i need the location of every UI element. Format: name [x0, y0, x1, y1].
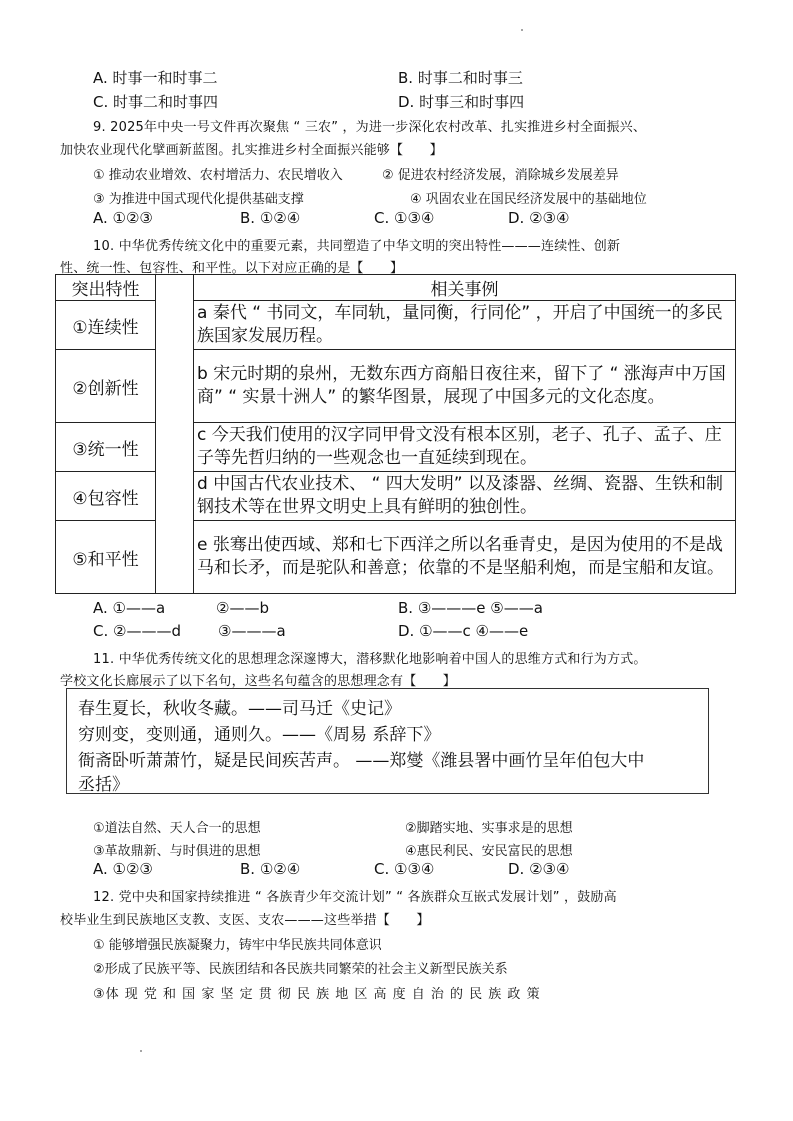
- header-traits: 突出特性: [56, 275, 156, 301]
- q11-statement-4: ④惠民利民、安民富民的思想: [405, 844, 573, 859]
- quote-line: 穷则变，变则通，通则久。——《周易 系辞下》: [78, 725, 441, 745]
- quote-line: 春生夏长，秋收冬藏。——司马迁《史记》: [78, 699, 401, 719]
- q11-option-d[interactable]: D. ②③④: [508, 860, 570, 878]
- trait-cell: ②创新性: [56, 350, 156, 423]
- q8-option-b[interactable]: B. 时事二和时事三: [398, 69, 523, 87]
- trait-cell: ③统一性: [56, 423, 156, 472]
- header-events: 相关事例: [194, 275, 736, 301]
- q9-stem-line2: 加快农业现代化擘画新蓝图。扎实推进乡村全面振兴能够【 】: [60, 143, 443, 158]
- q9-option-c[interactable]: C. ①③④: [374, 209, 435, 227]
- q9-statement-2: ② 促进农村经济发展，消除城乡发展差异: [382, 168, 619, 183]
- q10-stem-line2: 性、统一性、包容性、和平性。以下对应正确的是【 】: [60, 261, 404, 276]
- q8-option-d[interactable]: D. 时事三和时事四: [398, 93, 525, 111]
- q12-stem-line1: 12. 党中央和国家持续推进 “ 各族青少年交流计划” “ 各族群众互嵌式发展计划” ，鼓励高: [93, 890, 617, 905]
- q9-option-b[interactable]: B. ①②④: [240, 209, 301, 227]
- q11-option-b[interactable]: B. ①②④: [240, 860, 301, 878]
- event-cell: c 今天我们使用的汉字同甲骨文没有根本区别，老子、孔子、孟子、庄子等先哲归纳的一些观念也一直延续到现在。: [194, 423, 736, 472]
- event-cell: b 宋元时期的泉州，无数东西方商船日夜往来，留下了 “ 涨海声中万国商” “ 实景十洲人” 的繁华图景，展现了中国多元的文化态度。: [194, 350, 736, 423]
- trait-cell: ④包容性: [56, 472, 156, 521]
- q11-statement-3: ③革故鼎新、与时俱进的思想: [93, 844, 261, 859]
- trait-cell: ⑤和平性: [56, 521, 156, 594]
- q9-option-a[interactable]: A. ①②③: [93, 209, 153, 227]
- table-spacer-column: [156, 275, 194, 594]
- q11-stem-line2: 学校文化长廊展示了以下名句，这些名句蕴含的思想理念有【 】: [60, 674, 457, 689]
- scan-dot: [140, 1050, 142, 1052]
- event-cell: d 中国古代农业技术、 “ 四大发明” 以及漆器、丝绸、瓷器、生铁和制钢技术等在世界文明史上具有鲜明的独创性。: [194, 472, 736, 521]
- q9-statement-4: ④ 巩固农业在国民经济发展中的基础地位: [410, 192, 647, 207]
- event-cell: a 秦代 “ 书同文，车同轨，量同衡，行同伦” ，开启了中国统一的多民族国家发展历程。: [194, 301, 736, 350]
- q10-option-b[interactable]: B. ③———e ⑤——a: [398, 599, 543, 617]
- q10-option-a[interactable]: A. ①——a: [93, 599, 166, 617]
- q10-option-c[interactable]: C. ②———d: [93, 622, 181, 640]
- q8-option-a[interactable]: A. 时事一和时事二: [93, 69, 218, 87]
- q12-statement-3: ③体 现 党 和 国 家 坚 定 贯 彻 民 族 地 区 高 度 自 治 的 民 族 政 策: [93, 987, 541, 1002]
- q10-stem-line1: 10. 中华优秀传统文化中的重要元素，共同塑造了中华文明的突出特性———连续性、创新: [93, 239, 621, 254]
- q12-stem-line2: 校毕业生到民族地区支教、支医、支农———这些举措【 】: [60, 913, 430, 928]
- quote-line-continued: 丞括》: [78, 775, 129, 795]
- traits-table: [55, 274, 736, 594]
- scan-dot: [521, 29, 523, 31]
- q9-option-d[interactable]: D. ②③④: [508, 209, 570, 227]
- q9-statement-3: ③ 为推进中国式现代化提供基础支撑: [93, 192, 304, 207]
- trait-cell: ①连续性: [56, 301, 156, 350]
- q11-option-c[interactable]: C. ①③④: [374, 860, 435, 878]
- q11-stem-line1: 11. 中华优秀传统文化的思想理念深邃博大，潜移默化地影响着中国人的思维方式和行为方式。: [93, 652, 647, 667]
- q8-option-c[interactable]: C. 时事二和时事四: [93, 93, 219, 111]
- q9-statement-1: ① 推动农业增效、农村增活力、农民增收入: [93, 168, 343, 183]
- q10-option-d[interactable]: D. ①——c ④——e: [398, 622, 529, 640]
- q9-stem-line1: 9. 2025年中央一号文件再次聚焦 “ 三农” ，为进一步深化农村改革、扎实推进乡村全面振兴、: [93, 120, 647, 135]
- q11-statement-1: ①道法自然、天人合一的思想: [93, 821, 261, 836]
- event-cell: e 张骞出使西域、郑和七下西洋之所以名垂青史，是因为使用的不是战马和长矛，而是驼队和善意；依靠的不是坚船利炮，而是宝船和友谊。: [194, 521, 736, 594]
- q11-option-a[interactable]: A. ①②③: [93, 860, 153, 878]
- q10-option-c-part2: ③———a: [218, 622, 286, 640]
- q12-statement-2: ②形成了民族平等、民族团结和各民族共同繁荣的社会主义新型民族关系: [93, 962, 508, 977]
- quotes-box: [66, 688, 709, 794]
- q11-statement-2: ②脚踏实地、实事求是的思想: [405, 821, 573, 836]
- quote-line: 衙斋卧听萧萧竹，疑是民间疾苦声。 ——郑燮《潍县署中画竹呈年伯包大中: [78, 751, 645, 771]
- q12-statement-1: ① 能够增强民族凝聚力，铸牢中华民族共同体意识: [93, 938, 382, 953]
- q10-option-a-part2: ②——b: [216, 599, 269, 617]
